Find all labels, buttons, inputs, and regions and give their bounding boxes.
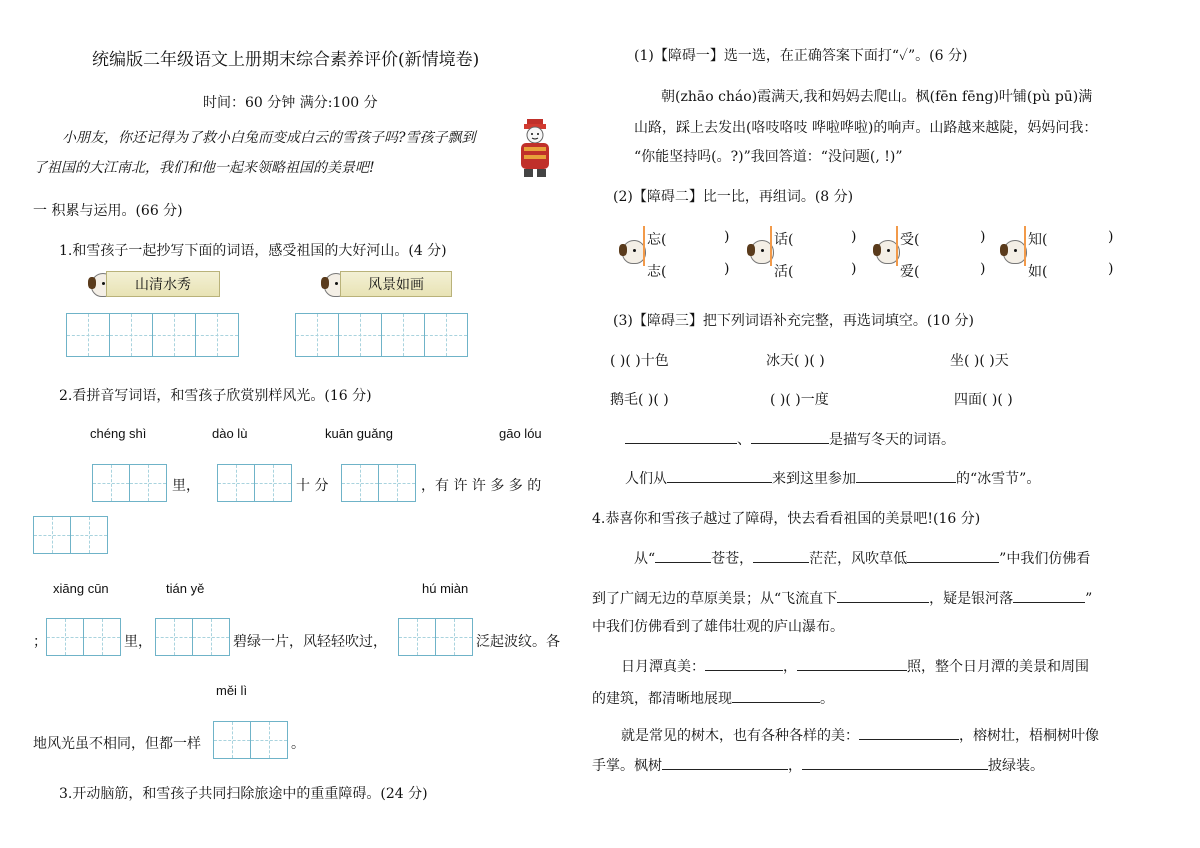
obstacle-2-label: (2)【障碍二】比一比，再组词。(8 分)	[613, 189, 854, 205]
obstacle-1-line-1: 朝(zhāo cháo)霞满天,我和妈妈去爬山。枫(fēn fēng)叶铺(pù pū)满	[661, 89, 1093, 105]
text-li: 里，	[172, 478, 200, 494]
paren-close: )	[724, 261, 730, 277]
paren-close: )	[724, 229, 730, 245]
text-riyuetan: 日月潭真美：	[621, 659, 705, 675]
obstacle-1-line-3: “你能坚持吗(。?)”我回答道：“没问题(, !)”	[634, 149, 903, 165]
blank-line[interactable]	[1013, 588, 1085, 603]
blank-line[interactable]	[662, 755, 788, 770]
char-pair-3-top: 受(	[900, 232, 920, 248]
paren-close: )	[980, 229, 986, 245]
q4-line-5	[592, 688, 834, 708]
char-pair-2-top: 话(	[774, 232, 794, 248]
intro-line-1: 小朋友，你还记得为了救小白兔而变成白云的雪孩子吗?雪孩子飘到	[62, 130, 476, 146]
pinyin-xiangcun: xiāng cūn	[53, 581, 109, 596]
idiom-4: 鹅毛( )( )	[610, 392, 669, 408]
obstacle-1-line-2: 山路，踩上去发出(咯吱咯吱 哗啦哗啦)的响声。山路越来越陡，妈妈问我：	[634, 120, 1098, 136]
char-pair-4-top: 知(	[1028, 232, 1048, 248]
word-banner-1: 山清水秀	[106, 271, 220, 297]
idiom-3: 坐( )( )天	[950, 353, 1009, 369]
snow-child-illustration	[513, 117, 557, 179]
text-comma: ，	[783, 659, 797, 675]
text-jianzhu: 的建筑，都清晰地展现	[592, 691, 732, 707]
pinyin-meili: měi lì	[216, 683, 248, 698]
blank-line[interactable]	[797, 656, 907, 671]
idiom-1: ( )( )十色	[610, 353, 669, 369]
answer-grid-xiangcun[interactable]	[46, 618, 121, 656]
pinyin-humian: hú miàn	[422, 581, 469, 596]
q4-line-3: 中我们仿佛看到了雄伟壮观的庐山瀑布。	[592, 619, 844, 635]
q4-line-2	[592, 588, 1092, 608]
question-1-text: 1.和雪孩子一起抄写下面的词语，感受祖国的大好河山。(4 分)	[59, 243, 447, 259]
page-title: 统编版二年级语文上册期末综合素养评价(新情境卷)	[92, 50, 480, 70]
fill-ice-festival	[625, 468, 1040, 488]
word-banner-2: 风景如画	[340, 271, 452, 297]
text-laidao: 来到这里参加	[772, 471, 856, 487]
text-pilvzhuang: 披绿装。	[988, 758, 1044, 774]
text-period: 。	[291, 736, 305, 752]
intro-line-2: 了祖国的大江南北，我们和他一起来领略祖国的美景吧!	[33, 160, 375, 176]
char-pair-1-bottom: 志(	[647, 264, 667, 280]
pinyin-chengshi: chéng shì	[90, 426, 147, 441]
text-feiliu: 到了广阔无边的草原美景；从“飞流直下	[592, 591, 838, 607]
obstacle-3-label: (3)【障碍三】把下列词语补充完整，再选词填空。(10 分)	[613, 313, 975, 329]
blank-line[interactable]	[837, 588, 929, 603]
blank-line[interactable]	[667, 468, 772, 483]
text-quote-close: ”	[1085, 591, 1093, 607]
q4-line-7	[592, 755, 1044, 775]
blank-line[interactable]	[907, 548, 999, 563]
pinyin-gaolou: gāo lóu	[499, 426, 542, 441]
text-shifen: 十 分	[296, 478, 329, 494]
idiom-5: ( )( )一度	[770, 392, 829, 408]
text-dun: 、	[737, 432, 751, 448]
text-fanqi: 泛起波纹。各	[476, 634, 560, 650]
text-difengguang: 地风光虽不相同，但都一样	[33, 736, 201, 752]
text-yinhe: ，疑是银河落	[929, 591, 1014, 607]
paren-close: )	[980, 261, 986, 277]
pinyin-tianye: tián yě	[166, 581, 205, 596]
blank-line[interactable]	[705, 656, 783, 671]
question-2-text: 2.看拼音写词语，和雪孩子欣赏别样风光。(16 分)	[59, 388, 372, 404]
question-4-text: 4.恭喜你和雪孩子越过了障碍，快去看看祖国的美景吧!(16 分)	[592, 511, 981, 527]
text-zhong-women: ”中我们仿佛看	[999, 551, 1091, 567]
text-semicolon: ；	[33, 634, 47, 650]
text-rongshu: ，榕树壮，梧桐树叶像	[959, 728, 1099, 744]
blank-line[interactable]	[732, 688, 820, 703]
char-pair-4-bottom: 如(	[1028, 264, 1048, 280]
text-ice-festival: 的“冰雪节”。	[956, 471, 1041, 487]
text-comma: ，	[788, 758, 802, 774]
pinyin-daolu: dào lù	[212, 426, 248, 441]
answer-grid-humian[interactable]	[398, 618, 473, 656]
blank-line[interactable]	[802, 755, 988, 770]
orange-divider	[770, 226, 772, 266]
text-cong: 从“	[634, 551, 656, 567]
idiom-6: 四面( )( )	[954, 392, 1013, 408]
orange-divider	[1024, 226, 1026, 266]
question-3-text: 3.开动脑筋，和雪孩子共同扫除旅途中的重重障碍。(24 分)	[59, 786, 428, 802]
char-pair-2-bottom: 活(	[774, 264, 794, 280]
answer-grid-daolu[interactable]	[217, 464, 292, 502]
text-describe-winter: 是描写冬天的词语。	[829, 432, 955, 448]
orange-divider	[643, 226, 645, 266]
orange-divider	[896, 226, 898, 266]
blank-line[interactable]	[753, 548, 809, 563]
text-mangmang: 茫茫，风吹草低	[809, 551, 908, 567]
section-1-heading: 一 积累与运用。(66 分)	[33, 203, 183, 219]
idiom-2: 冰天( )( )	[766, 353, 825, 369]
answer-grid-kuanguang[interactable]	[341, 464, 416, 502]
char-pair-1-top: 忘(	[647, 232, 667, 248]
q4-line-6	[621, 725, 1099, 745]
writing-grid-2[interactable]	[295, 313, 468, 357]
blank-line[interactable]	[625, 429, 737, 444]
answer-grid-meili[interactable]	[213, 721, 288, 759]
exam-time-info: 时间：60 分钟 满分:100 分	[203, 95, 378, 111]
q4-line-1	[634, 548, 1090, 568]
blank-line[interactable]	[751, 429, 829, 444]
char-pair-3-bottom: 爱(	[900, 264, 920, 280]
paren-close: )	[1108, 261, 1114, 277]
answer-grid-gaolou[interactable]	[33, 516, 108, 554]
text-fengshu: 手掌。枫树	[592, 758, 662, 774]
obstacle-1-label: (1)【障碍一】选一选，在正确答案下面打“✓”。(6 分)	[634, 48, 968, 64]
paren-close: )	[1108, 229, 1114, 245]
blank-line[interactable]	[859, 725, 959, 740]
paren-close: )	[851, 229, 857, 245]
answer-grid-chengshi[interactable]	[92, 464, 167, 502]
paren-close: )	[851, 261, 857, 277]
text-period: 。	[820, 691, 834, 707]
text-shumu: 就是常见的树木，也有各种各样的美：	[621, 728, 859, 744]
fill-winter-words	[625, 429, 955, 449]
answer-grid-tianye[interactable]	[155, 618, 230, 656]
blank-line[interactable]	[655, 548, 711, 563]
pinyin-kuanguang: kuān guǎng	[325, 426, 393, 441]
text-cangcang: 苍苍，	[711, 551, 754, 567]
text-li-2: 里，	[124, 634, 152, 650]
q4-line-4	[621, 656, 1089, 676]
writing-grid-1[interactable]	[66, 313, 239, 357]
blank-line[interactable]	[856, 468, 956, 483]
text-zhao: 照，整个日月潭的美景和周围	[907, 659, 1089, 675]
text-youxuxu: ，有 许 许 多 多 的	[421, 478, 542, 494]
text-bilv: 碧绿一片，风轻轻吹过，	[233, 634, 387, 650]
text-renmen-cong: 人们从	[625, 471, 667, 487]
